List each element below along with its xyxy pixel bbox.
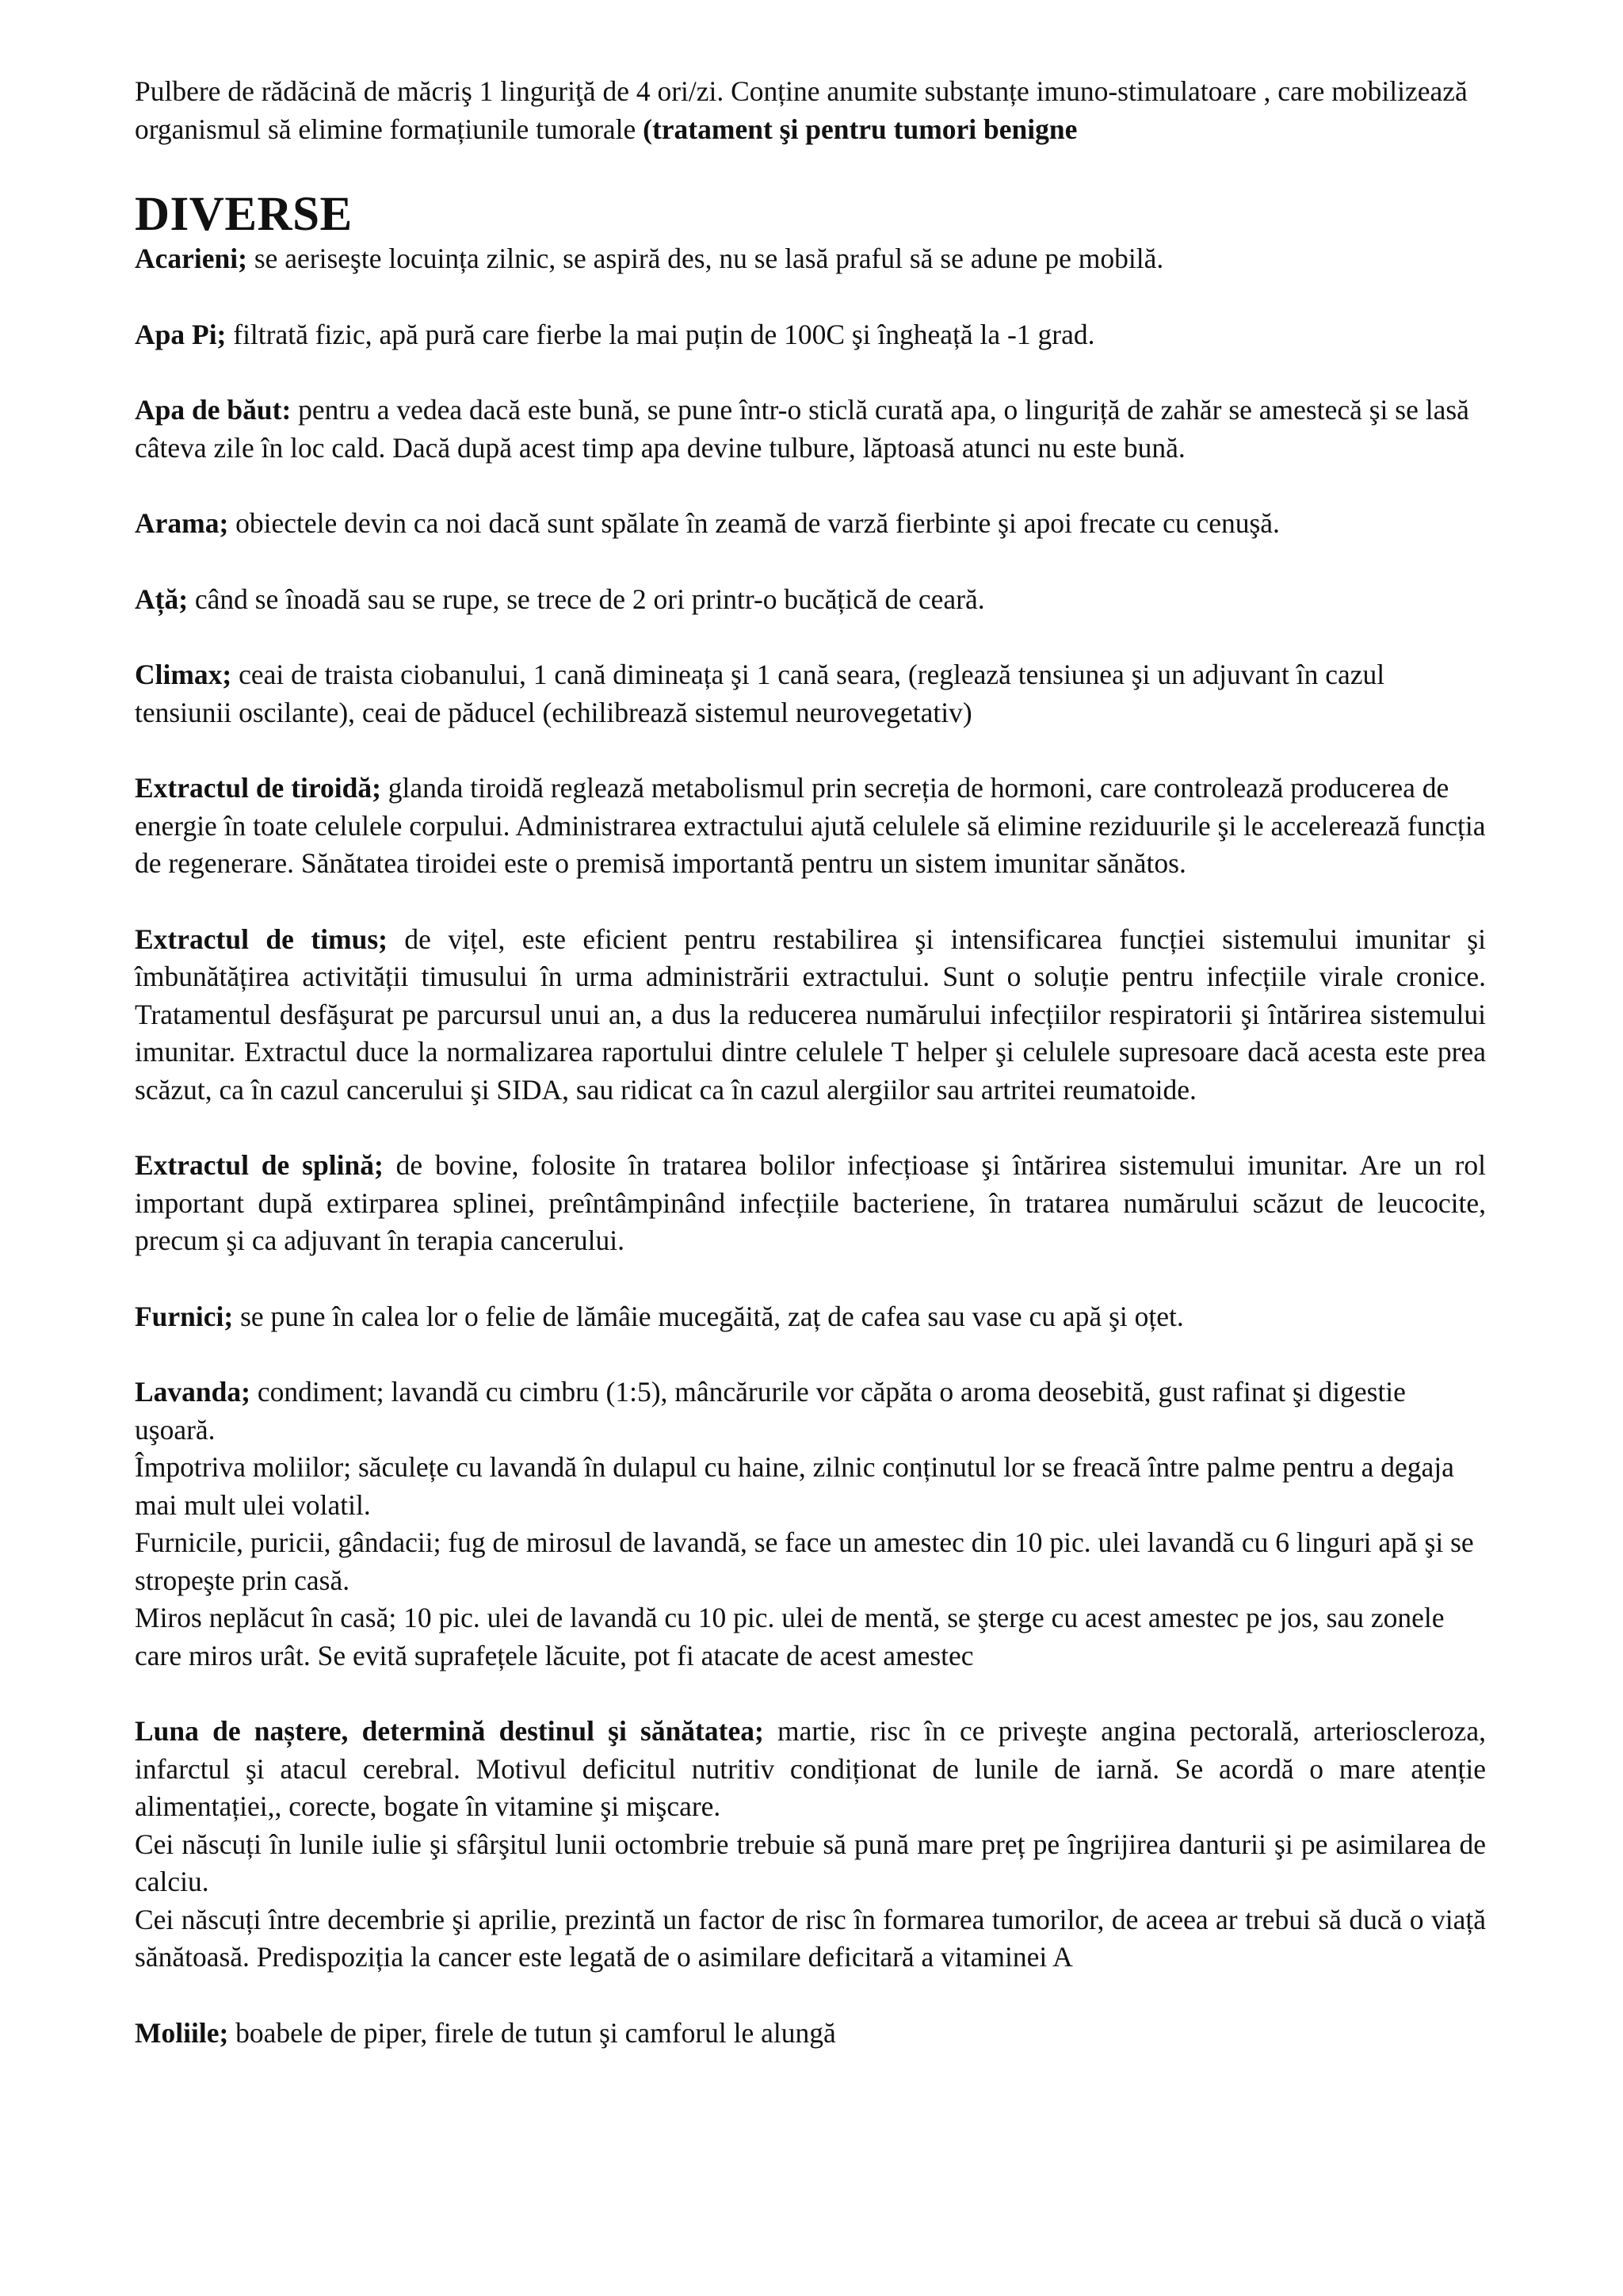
entry-text: obiectele devin ca noi dacă sunt spălate în zeamă de varză fierbinte şi apoi frecate cu cenuşă. — [228, 507, 1280, 539]
entry-acarieni — [135, 240, 1486, 278]
entry-text: ceai de traista ciobanului, 1 cană dimineața şi 1 cană seara, (reglează tensiunea şi un adjuvant în cazul tensiunii oscilante), ceai de păducel (echilibrează sistemul neurovegetativ) — [135, 659, 1385, 728]
entry-term: Ață; — [135, 583, 189, 615]
intro-paragraph — [135, 73, 1486, 148]
intro-text: Pulbere de rădăcină de măcriş 1 linguriţă de 4 ori/zi. Conține anumite substanțe imuno-stimulatoare , care mobilizează organismul să elimine formațiunile tumorale — [135, 75, 1468, 145]
entry-term: Furnici; — [135, 1300, 234, 1332]
section-title: DIVERSE — [135, 188, 353, 241]
entry-moliile — [135, 2015, 1486, 2053]
entry-term: Apa Pi; — [135, 318, 227, 350]
entry-lavanda — [135, 1373, 1486, 1675]
entry-term: Moliile; — [135, 2016, 229, 2049]
entry-term: Luna de naștere, determină destinul şi sănătatea; — [135, 1715, 764, 1747]
entry-text: Miros neplăcut în casă; 10 pic. ulei de lavandă cu 10 pic. ulei de mentă, se şterge cu acest amestec pe jos, sau zonele care miros urât. Se evită suprafețele lăcuite, pot fi atacate de acest amestec — [135, 1602, 1445, 1671]
entry-luna-de-nastere — [135, 1713, 1486, 1977]
entry-apa-pi — [135, 316, 1486, 354]
entry-text: condiment; lavandă cu cimbru (1:5), mâncărurile vor căpăta o aroma deosebită, gust rafinat şi digestie uşoară. — [135, 1376, 1406, 1446]
entry-text: se aeriseşte locuința zilnic, se aspiră des, nu se lasă praful să se adune pe mobilă. — [246, 243, 1164, 274]
entry-extract-tiroida — [135, 770, 1486, 883]
entry-ata — [135, 581, 1486, 619]
entry-term: Arama; — [135, 507, 229, 539]
entry-text: pentru a vedea dacă este bună, se pune într-o sticlă curată apa, o linguriță de zahăr se amestecă şi se lasă câteva zile în loc cald. Dacă după acest timp apa devine tulbure, lăptoasă atunci nu este bună. — [135, 394, 1469, 464]
entry-text: Cei născuți în lunile iulie şi sfârşitul lunii octombrie trebuie să pună mare preț pe îngrijirea danturii şi pe asimilarea de calciu. — [135, 1828, 1486, 1897]
entry-text: filtrată fizic, apă pură care fierbe la mai puțin de 100C şi îngheață la -1 grad. — [226, 318, 1095, 350]
entry-climax — [135, 656, 1486, 732]
entry-text: se pune în calea lor o felie de lămâie mucegăită, zaț de cafea sau vase cu apă şi oțet. — [233, 1300, 1184, 1332]
entry-text: de vițel, este eficient pentru restabilirea şi intensificarea funcției sistemului imunitar şi îmbunătățirea activității timusului în urma administrării extractului. Sunt o soluție pentru infecțiile virale cronice. Tratamentul desfăşurat pe parcursul unui an, a dus la reducerea numărului infecțiilor respiratorii şi întărirea sistemului imunitar. Extractul duce la normalizarea raportului dintre celulele T helper şi celulele supresoare dacă acesta este prea scăzut, ca în cazul cancerului şi SIDA, sau ridicat ca în cazul alergiilor sau artritei reumatoide. — [135, 923, 1486, 1106]
entry-term: Extractul de splină; — [135, 1149, 384, 1181]
entry-text: de bovine, folosite în tratarea bolilor infecțioase şi întărirea sistemului imunitar. Are un rol important după extirparea splinei, preîntâmpinând infecțiile bacteriene, în tratarea numărului scăzut de leucocite, precum şi ca adjuvant în terapia cancerului. — [135, 1149, 1486, 1256]
entry-term: Climax; — [135, 659, 232, 690]
entry-arama — [135, 505, 1486, 543]
document-page — [135, 73, 1486, 2052]
entry-text: martie, risc în ce priveşte angina pectorală, arterioscleroza, infarctul şi atacul cerebral. Motivul deficitul nutritiv condiționat de lunile de iarnă. Se acordă o mare atenție alimentației,, corecte, bogate în vitamine şi mişcare. — [135, 1715, 1486, 1822]
entry-text: Împotriva moliilor; săculețe cu lavandă în dulapul cu haine, zilnic conținutul lor se freacă între palme pentru a degaja mai mult ulei volatil. — [135, 1451, 1454, 1521]
entry-text: boabele de piper, firele de tutun şi camforul le alungă — [228, 2016, 836, 2049]
entry-text: când se înoadă sau se rupe, se trece de 2 ori printr-o bucățică de ceară. — [188, 583, 985, 615]
entry-extract-timus — [135, 921, 1486, 1110]
entry-text: Furnicile, puricii, gândacii; fug de mirosul de lavandă, se face un amestec din 10 pic. ulei lavandă cu 6 linguri apă şi se stropeşte prin casă. — [135, 1526, 1474, 1596]
entry-term: Extractul de tiroidă; — [135, 772, 381, 804]
entry-term: Acarieni; — [135, 243, 247, 274]
entry-term: Lavanda; — [135, 1376, 250, 1408]
entry-term: Extractul de timus; — [135, 923, 388, 955]
entry-term: Apa de băut: — [135, 394, 292, 426]
entry-extract-splina — [135, 1147, 1486, 1260]
entry-apa-de-baut — [135, 392, 1486, 467]
entry-furnici — [135, 1298, 1486, 1336]
intro-bold-text: (tratament şi pentru tumori benigne — [643, 113, 1078, 145]
entry-text: glanda tiroidă reglează metabolismul prin secreția de hormoni, care controlează producerea de energie în toate celulele corpului. Administrarea extractului ajută celulele să elimine reziduurile şi le accelerează funcția de regenerare. Sănătatea tiroidei este o premisă importantă pentru un sistem imunitar sănătos. — [135, 772, 1486, 879]
entry-text: Cei născuți între decembrie şi aprilie, prezintă un factor de risc în formarea tumorilor, de aceea ar trebui să ducă o viață sănătoasă. Predispoziția la cancer este legată de o asimilare deficitară a vitaminei A — [135, 1903, 1486, 1973]
